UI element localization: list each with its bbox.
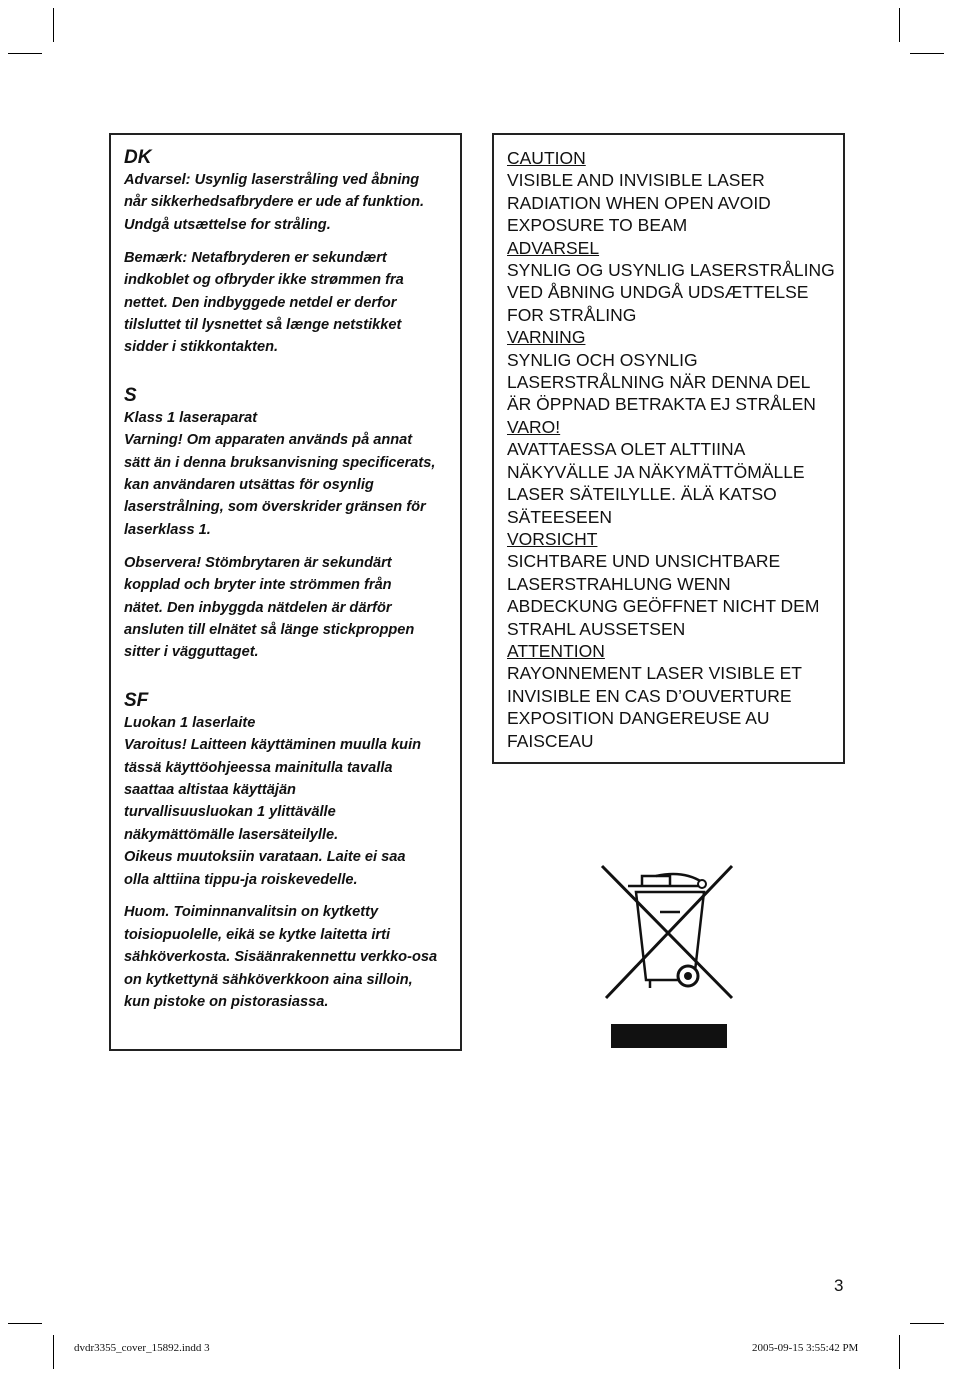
nordic-warnings-box xyxy=(109,133,462,1051)
attention-text: RAYONNEMENT LASER VISIBLE ET INVISIBLE EN CAS D’OUVERTURE EXPOSITION DANGEREUSE AU FAISCEAU xyxy=(507,663,802,751)
weee-black-bar xyxy=(611,1024,727,1048)
section-heading-s: S xyxy=(124,384,137,406)
caution-text: VISIBLE AND INVISIBLE LASER RADIATION WHEN OPEN AVOID EXPOSURE TO BEAM xyxy=(507,170,771,236)
vorsicht-text: SICHTBARE UND UNSICHTBARE LASERSTRAHLUNG WENN ABDECKUNG GEÖFFNET NICHT DEM STRAHL AUSSETSEN xyxy=(507,551,820,639)
crop-mark-top-right-h xyxy=(910,53,944,54)
dk-warning-paragraph: Advarsel: Usynlig laserstråling ved åbning når sikkerhedsafbrydere er ude af funktion. Undgå utsættelse for stråling. xyxy=(124,172,425,233)
varo-heading: VARO! xyxy=(507,416,561,437)
crop-mark-top-left-v xyxy=(53,8,54,42)
attention-heading: ATTENTION xyxy=(507,640,605,661)
advarsel-heading: ADVARSEL xyxy=(507,237,600,258)
caution-heading: CAUTION xyxy=(507,148,586,168)
crossed-out-wheelie-bin-icon xyxy=(598,862,736,1002)
sf-warning-paragraph: Luokan 1 laserlaite Varoitus! Laitteen käyttäminen muulla kuin tässä käyttöohjeessa mainitulla tavalla saattaa altistaa käyttäjän turvallisuusluokan 1 ylittävälle näkymättömälle lasersäteilylle. Oikeus muutoksiin varataan. Laite ei saa olla alttiina tippu-ja roiskevedelle. xyxy=(124,714,422,888)
crop-mark-bottom-left-h xyxy=(8,1323,42,1324)
varning-text: SYNLIG OCH OSYNLIG LASERSTRÅLNING NÄR DENNA DEL ÄR ÖPPNAD BETRAKTA EJ STRÅLEN xyxy=(507,349,816,415)
crop-mark-bottom-left-v xyxy=(53,1335,54,1369)
advarsel-text: SYNLIG OG USYNLIG LASERSTRÅLING VED ÅBNING UNDGÅ UDSÆTTELSE FOR STRÅLING xyxy=(507,260,835,325)
page-number: 3 xyxy=(834,1276,844,1295)
footer-timestamp: 2005-09-15 3:55:42 PM xyxy=(752,1342,859,1354)
laser-caution-box xyxy=(492,133,845,764)
s-note-paragraph: Observera! Stömbrytaren är sekundärt kopplad och bryter inte strömmen från nätet. Den inbyggda nätdelen är därför ansluten till elnätet så länge stickproppen sitter i vägguttaget. xyxy=(124,554,415,661)
s-warning-paragraph: Klass 1 laseraparat Varning! Om apparaten används på annat sätt än i denna bruksanvisning specificerats, kan användaren utsättas för osynlig laserstrålning, som överskrider gränsen för laserklass 1. xyxy=(124,409,436,538)
varo-text: AVATTAESSA OLET ALTTIINA NÄKYVÄLLE JA NÄKYMÄTTÖMÄLLE LASER SÄTEILYLLE. ÄLÄ KATSO SÄTEESEEN xyxy=(507,439,805,527)
crop-mark-top-left-h xyxy=(8,53,42,54)
vorsicht-heading: VORSICHT xyxy=(507,528,598,549)
varning-heading: VARNING xyxy=(507,327,586,348)
crop-mark-bottom-right-h xyxy=(910,1323,944,1324)
footer-file-name: dvdr3355_cover_15892.indd 3 xyxy=(74,1342,210,1354)
sf-note-paragraph: Huom. Toiminnanvalitsin on kytketty toisiopuolelle, eikä se kytke laitetta irti sähköverkosta. Sisäänrakennettu verkko-osa on kytkettynä sähköverkkoon aina silloin, kun pistoke on pistorasiassa. xyxy=(124,904,438,1011)
section-heading-dk: DK xyxy=(124,147,152,168)
crop-mark-top-right-v xyxy=(899,8,900,42)
crop-mark-bottom-right-v xyxy=(899,1335,900,1369)
dk-note-paragraph: Bemærk: Netafbryderen er sekundært indkoblet og ofbryder ikke strømmen fra nettet. Den indbyggede netdel er derfor tilsluttet til lysnettet så længe netstikket sidder i stikkontakten. xyxy=(124,249,404,356)
section-heading-sf: SF xyxy=(124,689,149,711)
